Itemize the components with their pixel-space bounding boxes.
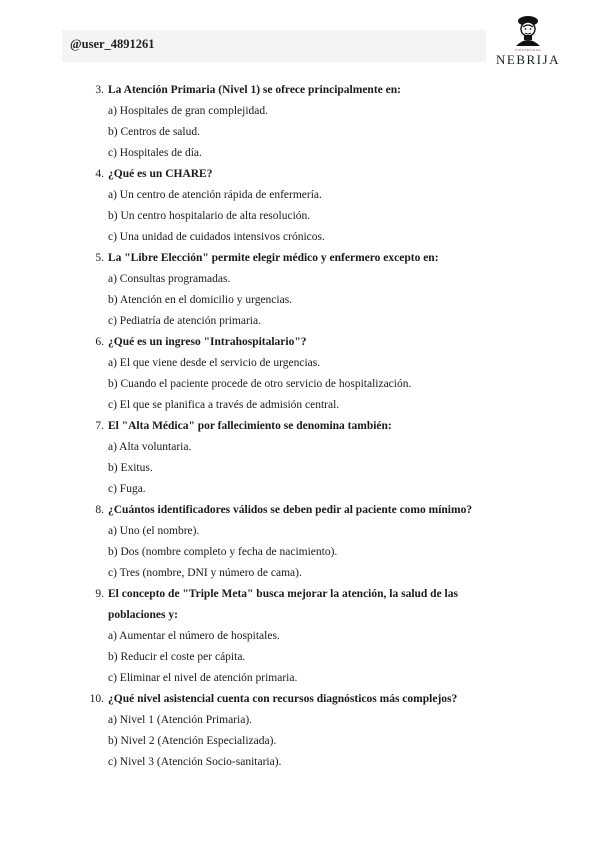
question-number: 3.	[95, 84, 104, 96]
question-item	[88, 500, 508, 584]
question-text: ¿Qué es un CHARE?	[108, 168, 213, 180]
question-text: La "Libre Elección" permite elegir médico y enfermero excepto en:	[108, 252, 439, 264]
answer-option: a) Aumentar el número de hospitales.	[108, 630, 280, 642]
answer-option: b) Cuando el paciente procede de otro servicio de hospitalización.	[108, 378, 412, 390]
answer-option: c) Pediatría de atención primaria.	[108, 315, 261, 327]
question-item	[88, 689, 508, 773]
question-text: ¿Cuántos identificadores válidos se deben pedir al paciente como mínimo?	[108, 504, 473, 516]
question-item	[88, 248, 508, 332]
answer-option: a) Alta voluntaria.	[108, 441, 192, 453]
question-number: 5.	[95, 252, 104, 264]
answer-option: b) Nivel 2 (Atención Especializada).	[108, 735, 277, 747]
answer-option: a) Uno (el nombre).	[108, 525, 200, 537]
question-number: 7.	[95, 420, 104, 432]
question-item	[88, 80, 508, 164]
question-number: 4.	[95, 168, 104, 180]
answer-option: b) Atención en el domicilio y urgencias.	[108, 294, 293, 306]
answer-option: b) Reducir el coste per cápita.	[108, 651, 246, 663]
answer-option: c) Hospitales de día.	[108, 147, 202, 159]
question-item	[88, 332, 508, 416]
answer-option: b) Dos (nombre completo y fecha de nacimiento).	[108, 546, 338, 558]
answer-option: c) El que se planifica a través de admisión central.	[108, 399, 340, 411]
answer-option: c) Eliminar el nivel de atención primaria.	[108, 672, 298, 684]
logo-subtitle: UNIVERSIDAD	[515, 48, 541, 52]
answer-option: a) El que viene desde el servicio de urgencias.	[108, 357, 321, 369]
question-text: ¿Qué nivel asistencial cuenta con recursos diagnósticos más complejos?	[108, 693, 458, 705]
answer-option: a) Nivel 1 (Atención Primaria).	[108, 714, 253, 726]
question-text: ¿Qué es un ingreso "Intrahospitalario"?	[108, 336, 307, 348]
question-item	[88, 584, 508, 689]
question-number: 9.	[95, 588, 104, 600]
question-item	[88, 164, 508, 248]
question-text: La Atención Primaria (Nivel 1) se ofrece principalmente en:	[108, 84, 401, 96]
answer-option: c) Fuga.	[108, 483, 146, 495]
answer-option: a) Un centro de atención rápida de enfermería.	[108, 189, 322, 201]
logo-name: NEBRIJA	[496, 52, 560, 67]
username: @user_4891261	[70, 37, 155, 51]
question-number: 6.	[95, 336, 104, 348]
answer-option: c) Tres (nombre, DNI y número de cama).	[108, 567, 302, 579]
answer-option: c) Nivel 3 (Atención Socio-sanitaria).	[108, 756, 282, 768]
question-text: El concepto de "Triple Meta" busca mejorar la atención, la salud de las poblaciones y:	[108, 588, 458, 621]
question-list	[88, 80, 508, 773]
answer-option: a) Consultas programadas.	[108, 273, 231, 285]
page-header	[62, 30, 486, 62]
question-item	[88, 416, 508, 500]
nebrija-logo	[496, 12, 560, 68]
answer-option: b) Exitus.	[108, 462, 153, 474]
question-number: 10.	[89, 693, 104, 705]
answer-option: b) Un centro hospitalario de alta resolución.	[108, 210, 311, 222]
answer-option: c) Una unidad de cuidados intensivos crónicos.	[108, 231, 325, 243]
question-text: El "Alta Médica" por fallecimiento se denomina también:	[108, 420, 392, 432]
answer-option: a) Hospitales de gran complejidad.	[108, 105, 268, 117]
question-number: 8.	[95, 504, 104, 516]
nebrija-portrait-icon	[496, 12, 560, 52]
answer-option: b) Centros de salud.	[108, 126, 200, 138]
